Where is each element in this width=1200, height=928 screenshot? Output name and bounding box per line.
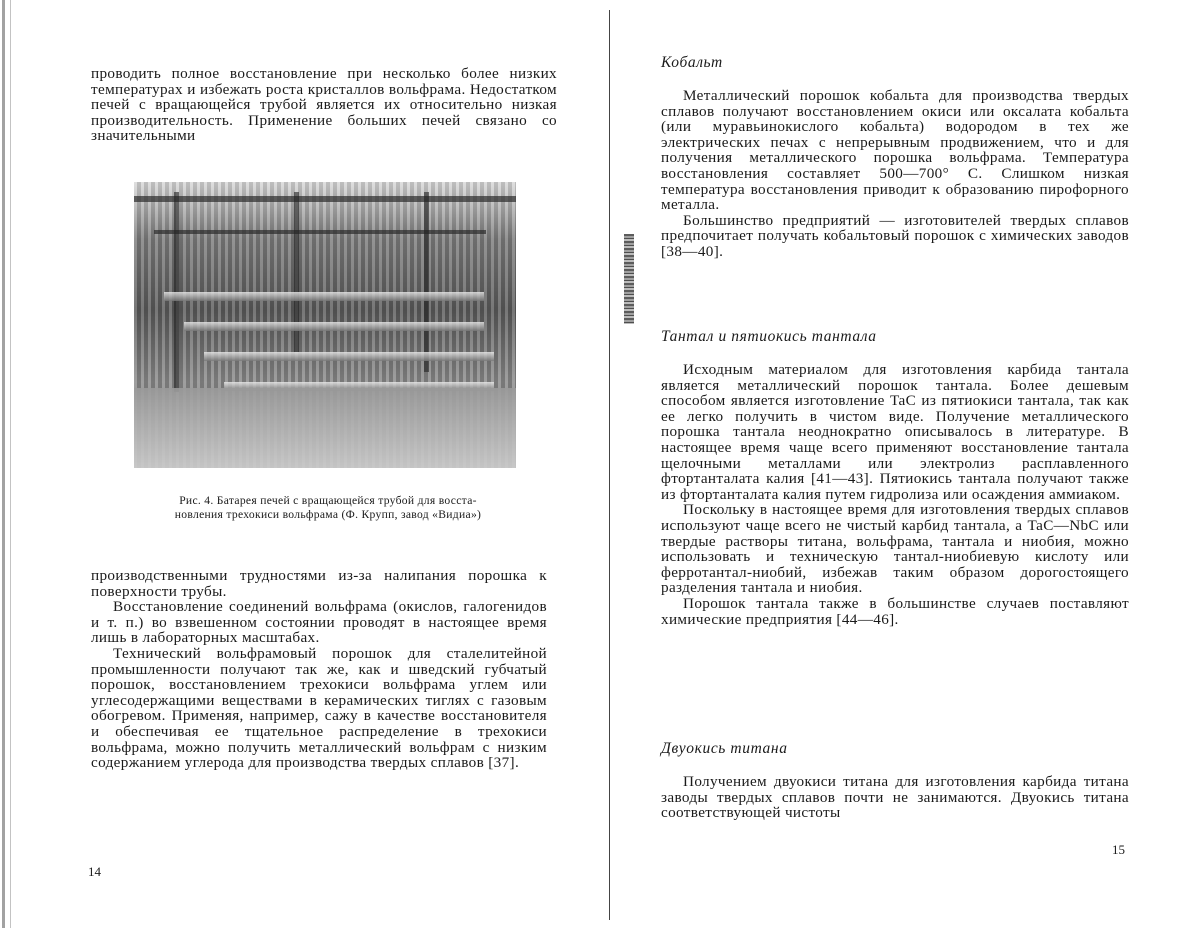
tantalum-text <box>661 362 1129 627</box>
left-top-text <box>91 66 557 144</box>
paragraph: Поскольку в настоящее время для изготовления твердых сплавов используют чаще всего не чистый карбид тантала, а TaC—NbC или твердые растворы титана, вольфрама, тантала и ниобия, можно использовать и техническую тантал-ниобиевую кислоту или ферротантал-ниобий, избежав таким образом дорогостоящего разделения тантала и ниобия. <box>661 501 1129 597</box>
figure-caption-line: Рис. 4. Батарея печей с вращающейся трубой для восста- <box>179 494 477 507</box>
paragraph: Восстановление соединений вольфрама (окислов, галогенидов и т. п.) во взвешенном состоянии проводят в настоящее время лишь в лабораторных масштабах. <box>91 598 547 647</box>
paragraph: Получением двуокиси титана для изготовления карбида титана заводы твердых сплавов почти не занимаются. Двуокись титана соответствующей чистоты <box>661 773 1129 822</box>
furnace-photo <box>134 182 516 468</box>
section-heading-cobalt: Кобальт <box>661 54 723 71</box>
paragraph: производственными трудностями из-за налипания порошка к поверхности трубы. <box>91 567 547 600</box>
section-heading-tantalum: Тантал и пятиокись тантала <box>661 328 877 345</box>
paragraph: Исходным материалом для изготовления карбида тантала является металлический порошок тантала. Более дешевым способом является изготовление TaC из пятиокиси тантала, так как ее легко получить в чистом виде. Получение металлического порошка тантала неоднократно описывалось в литературе. В настоящее время чаще всего применяют восстановление тантала щелочными металлами или электролиз расплавленного фтортанталата калия [41—43]. Пятиокись тантала получают также из фтортанталата калия путем гидролиза или осаждения аммиаком. <box>661 361 1129 503</box>
page-number: 15 <box>1112 842 1125 857</box>
paragraph: Металлический порошок кобальта для производства твердых сплавов получают восстановлением окиси или оксалата кобальта (или муравьинокислого кобальта) водородом в тех же электрических печах с непрерывным продвижением, что и для получения металлического порошка вольфрама. Температура восстановления составляет 500—700° С. Слишком низкая температура восстановления приводит к образованию пирофорного металла. <box>661 87 1129 214</box>
section-heading-titanium: Двуокись титана <box>661 740 788 757</box>
paragraph: Большинство предприятий — изготовителей твердых сплавов предпочитает получать кобальтовый порошок с химических заводов [38—40]. <box>661 211 1129 260</box>
figure-caption <box>118 494 538 522</box>
paragraph: проводить полное восстановление при несколько более низких температурах и избежать роста кристаллов вольфрама. Недостатком печей с вращающейся трубой является их относительно низкая производительность. Применение больших печей связано со значительными <box>91 65 557 145</box>
titanium-text <box>661 774 1129 821</box>
figure-caption-line: новления трехокиси вольфрама (Ф. Крупп, завод «Видиа») <box>174 508 482 521</box>
right-page <box>600 0 1200 928</box>
cobalt-text <box>661 88 1129 260</box>
paragraph: Порошок тантала также в большинстве случаев поставляют химические предприятия [44—46]. <box>661 594 1129 628</box>
page-number: 14 <box>88 864 101 879</box>
paragraph: Технический вольфрамовый порошок для сталелитейной промышленности получают так же, как и шведский губчатый порошок, восстановлением трехокиси вольфрама углем или углесодержащими веществами в керамических тиглях с газовым обогревом. Применяя, например, сажу в качестве восстановителя и обеспечивая ее тщательное распределение в трехокиси вольфрама, можно получить металлический вольфрам с низким содержанием углерода для производства твердых сплавов [37]. <box>91 644 547 772</box>
left-bottom-text <box>91 568 547 771</box>
